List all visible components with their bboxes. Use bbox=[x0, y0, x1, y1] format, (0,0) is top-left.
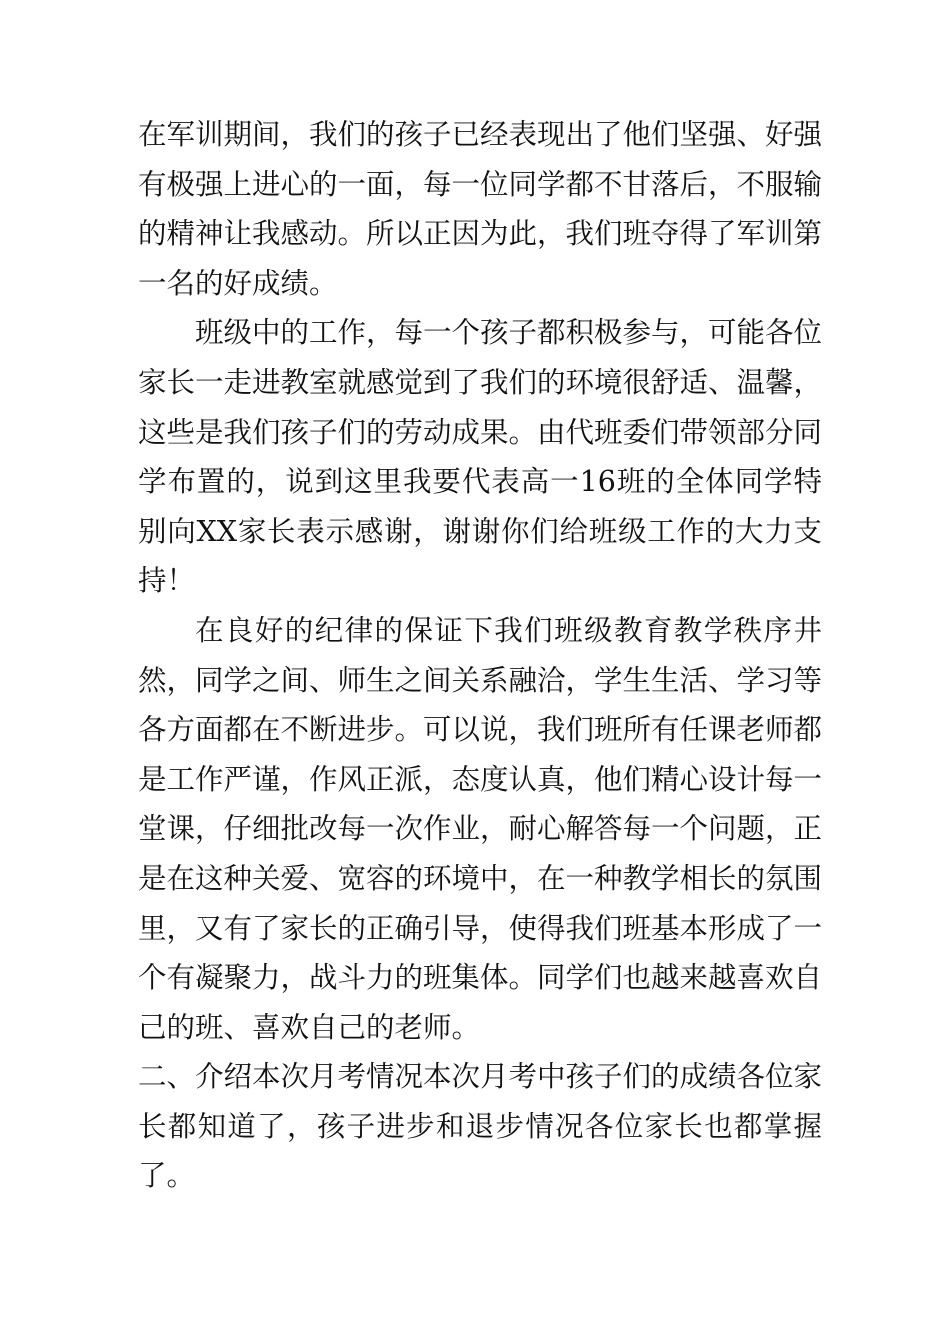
paragraph-monthly-exam: 二、介绍本次月考情况本次月考中孩子们的成绩各位家长都知道了，孩子进步和退步情况各位家长也都掌握了。 bbox=[138, 1060, 823, 1193]
document-body bbox=[138, 110, 822, 1201]
paragraph-military-training: 在军训期间，我们的孩子已经表现出了他们坚强、好强有极强上进心的一面，每一位同学都不甘落后，不服输的精神让我感动。所以正因为此，我们班夺得了军训第一名的好成绩。 bbox=[138, 118, 823, 300]
paragraph-discipline-teaching: 在良好的纪律的保证下我们班级教育教学秩序井然，同学之间、师生之间关系融洽，学生生活、学习等各方面都在不断进步。可以说，我们班所有任课老师都是工作严谨，作风正派，态度认真，他们精心设计每一堂课，仔细批改每一次作业，耐心解答每一个问题，正是在这种关爱、宽容的环境中，在一种教学相长的氛围里，又有了家长的正确引导，使得我们班基本形成了一个有凝聚力，战斗力的班集体。同学们也越来越喜欢自己的班、喜欢自己的老师。 bbox=[138, 613, 823, 1044]
paragraph-class-work: 班级中的工作，每一个孩子都积极参与，可能各位家长一走进教室就感觉到了我们的环境很舒适、温馨，这些是我们孩子们的劳动成果。由代班委们带领部分同学布置的，说到这里我要代表高一16班的全体同学特别向XX家长表示感谢，谢谢你们给班级工作的大力支持！ bbox=[138, 316, 823, 598]
